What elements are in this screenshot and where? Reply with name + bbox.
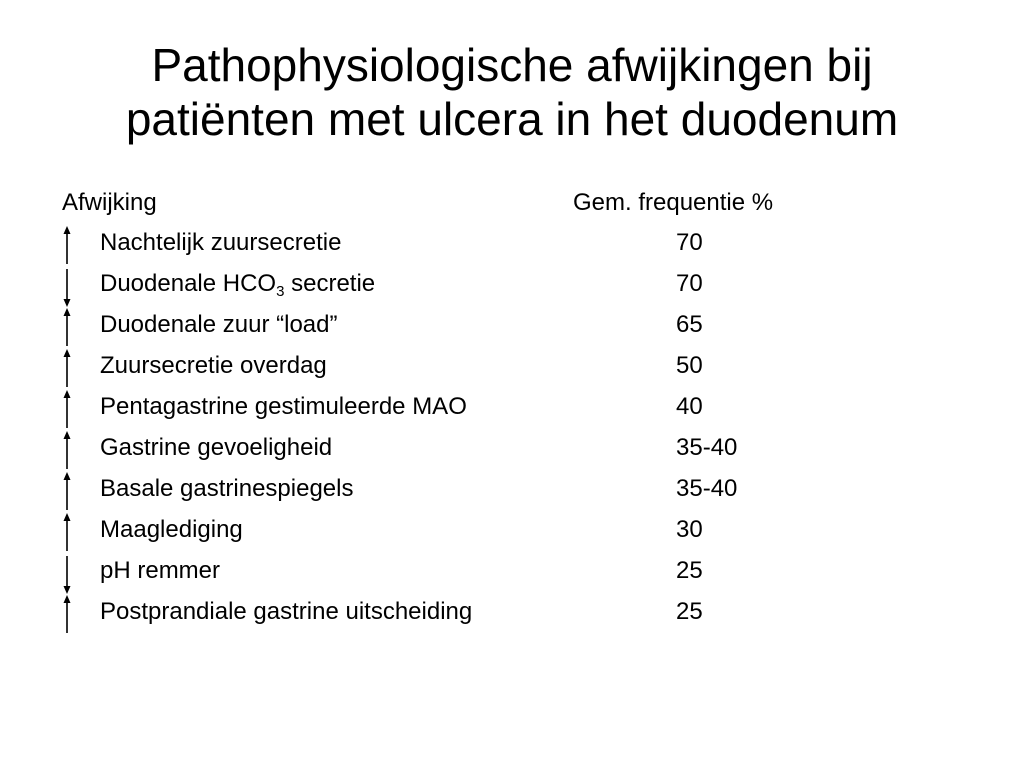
list-item (0, 269, 1024, 310)
abnormality-label: Nachtelijk zuursecretie (100, 229, 342, 256)
abnormality-label: Gastrine gevoeligheid (100, 434, 333, 461)
abnormality-label: pH remmer (100, 557, 221, 584)
list-item (0, 556, 1024, 597)
frequency-value: 25 (676, 557, 703, 584)
slide-title (0, 38, 1024, 146)
list-item (0, 392, 1024, 433)
frequency-value: 70 (676, 270, 703, 297)
abnormality-label-main: Duodenale HCO (100, 270, 277, 297)
abnormality-label: Maaglediging (100, 516, 243, 543)
abnormality-label: Postprandiale gastrine uitscheiding (100, 598, 473, 625)
list-item (0, 228, 1024, 269)
list-item (0, 474, 1024, 515)
arrow-up-icon (58, 349, 76, 389)
arrow-up-icon (58, 226, 76, 266)
abnormality-label (100, 269, 375, 299)
arrow-up-icon (58, 595, 76, 635)
abnormality-label-subscript: 3 (276, 283, 285, 300)
frequency-value: 70 (676, 229, 703, 256)
slide-title-line-2: patiënten met ulcera in het duodenum (125, 93, 899, 145)
column-header-frequentie: Gem. frequentie % (573, 189, 774, 216)
list-item (0, 597, 1024, 638)
list-item (0, 433, 1024, 474)
list-item (0, 515, 1024, 556)
frequency-value: 50 (676, 352, 703, 379)
list-item (0, 351, 1024, 392)
arrow-up-icon (58, 390, 76, 430)
abnormality-label: Pentagastrine gestimuleerde MAO (100, 393, 467, 420)
list-item (0, 310, 1024, 351)
arrow-down-icon (58, 267, 76, 307)
frequency-value: 35-40 (676, 434, 738, 461)
arrow-down-icon (58, 554, 76, 594)
arrow-up-icon (58, 308, 76, 348)
abnormality-label: Basale gastrinespiegels (100, 475, 354, 502)
column-header-afwijking: Afwijking (62, 189, 157, 216)
abnormality-label: Duodenale zuur “load” (100, 311, 338, 338)
arrow-up-icon (58, 431, 76, 471)
arrow-up-icon (58, 513, 76, 553)
frequency-value: 25 (676, 598, 703, 625)
frequency-value: 35-40 (676, 475, 738, 502)
abnormality-label: Zuursecretie overdag (100, 352, 327, 379)
frequency-value: 40 (676, 393, 703, 420)
frequency-value: 65 (676, 311, 703, 338)
abnormality-label-after: secretie (284, 270, 376, 297)
frequency-value: 30 (676, 516, 703, 543)
abnormality-list (0, 228, 1024, 638)
arrow-up-icon (58, 472, 76, 512)
slide-title-line-1: Pathophysiologische afwijkingen bij (151, 39, 873, 91)
